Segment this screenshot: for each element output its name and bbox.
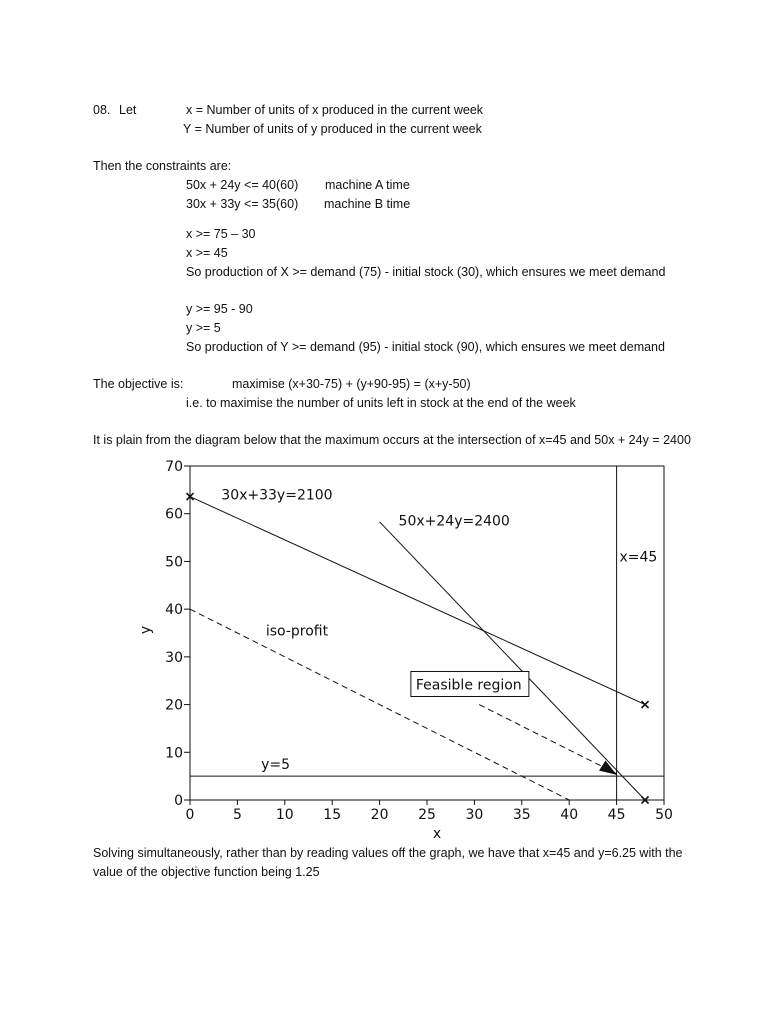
annotation-label: x=45 (619, 549, 658, 566)
annotation-label: 30x+33y=2100 (221, 487, 333, 504)
x-constraint-explanation: So production of X >= demand (75) - initial stock (30), which ensures we meet demand (186, 265, 666, 279)
y-axis-label: y (138, 625, 154, 635)
objective-explanation: i.e. to maximise the number of units left in stock at the end of the week (186, 396, 576, 410)
series-iso-profit (190, 609, 569, 800)
annotation-label: 50x+24y=2400 (398, 513, 510, 530)
question-number: 08. (93, 103, 111, 117)
y-constraint-explanation: So production of Y >= demand (95) - initial stock (90), which ensures we meet demand (186, 340, 665, 354)
y-tick-label: 20 (165, 697, 183, 714)
y-tick-label: 60 (165, 506, 183, 523)
y-tick-label: 10 (165, 745, 183, 762)
machine-a-constraint: 50x + 24y <= 40(60) (186, 178, 299, 192)
let-word: Let (119, 103, 137, 117)
solution-line-2: value of the objective function being 1.25 (93, 865, 320, 879)
x-constraint-2: x >= 45 (186, 246, 228, 260)
x-tick-label: 15 (323, 807, 342, 823)
diagram-intro: It is plain from the diagram below that the maximum occurs at the intersection of x=45 and 50x + 24y = 2400 (93, 433, 691, 447)
machine-a-label: machine A time (325, 178, 410, 192)
x-tick-label: 45 (607, 807, 626, 823)
x-tick-label: 40 (560, 807, 579, 823)
x-tick-label: 5 (232, 807, 242, 823)
x-tick-label: 35 (512, 807, 531, 823)
annotation-label: y=5 (261, 756, 291, 773)
x-tick-label: 10 (275, 807, 294, 823)
y-tick-label: 50 (165, 554, 183, 571)
solution-line-1: Solving simultaneously, rather than by reading values off the graph, we have that x=45 and y=6.25 with the (93, 846, 683, 860)
y-tick-label: 40 (165, 602, 183, 619)
endpoint-marker (642, 701, 649, 708)
x-constraint-1: x >= 75 – 30 (186, 227, 256, 241)
y-tick-label: 70 (165, 459, 183, 475)
series-iso-profit-2 (479, 705, 616, 774)
machine-b-constraint: 30x + 33y <= 35(60) (186, 197, 299, 211)
y-constraint-1: y >= 95 - 90 (186, 302, 253, 316)
y-constraint-2: y >= 5 (186, 321, 221, 335)
x-tick-label: 0 (185, 807, 195, 823)
machine-b-label: machine B time (324, 197, 411, 211)
x-tick-label: 30 (465, 807, 484, 823)
x-axis-label: x (432, 826, 442, 842)
series-50x-24y-2400 (380, 522, 645, 800)
x-tick-label: 25 (418, 807, 436, 823)
feasible-region-label: Feasible region (415, 677, 522, 694)
y-tick-label: 30 (165, 649, 183, 666)
chart-labels (221, 487, 657, 774)
x-tick-label: 50 (655, 807, 673, 823)
x-tick-label: 20 (370, 807, 389, 823)
annotation-label: iso-profit (265, 623, 329, 640)
y-tick-label: 0 (174, 793, 183, 809)
definition-x: x = Number of units of x produced in the current week (186, 103, 484, 117)
objective-label: The objective is: (93, 377, 184, 391)
constraints-intro: Then the constraints are: (93, 159, 232, 173)
objective-expression: maximise (x+30-75) + (y+90-95) = (x+y-50) (232, 377, 471, 391)
definition-y: Y = Number of units of y produced in the current week (183, 122, 482, 136)
